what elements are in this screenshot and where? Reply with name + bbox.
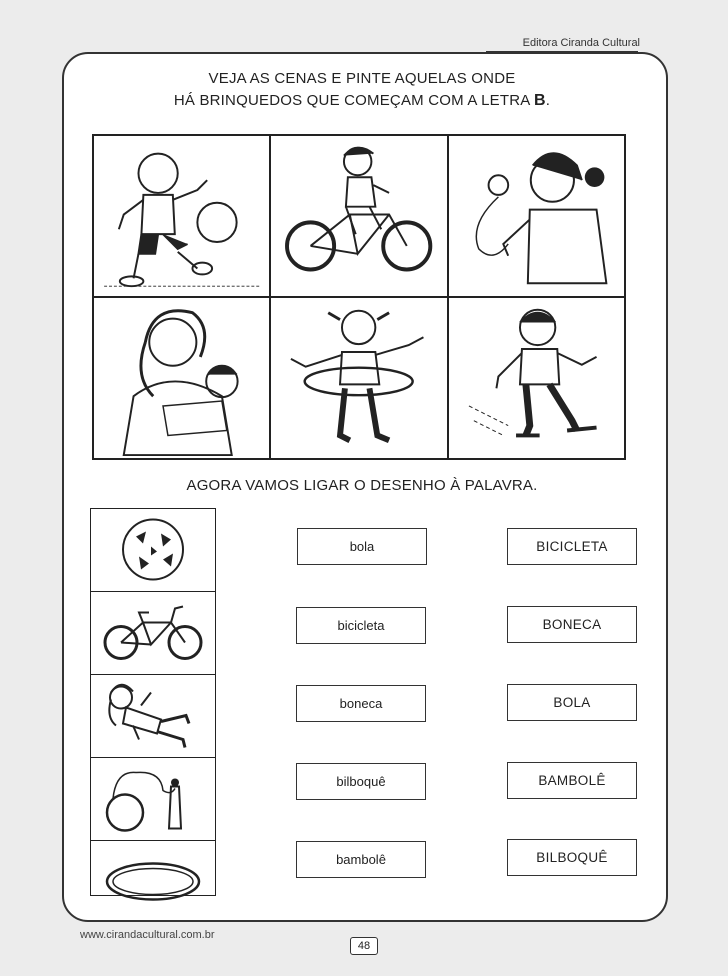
picture-doll[interactable]	[91, 675, 215, 758]
word-box-bilboque[interactable]: bilboquê	[296, 763, 426, 800]
picture-bilboquet[interactable]	[91, 758, 215, 841]
bicycle-illustration	[271, 136, 446, 296]
picture-column	[90, 508, 216, 896]
picture-ball[interactable]	[91, 509, 215, 592]
scene-girl-with-doll[interactable]	[93, 297, 270, 459]
word-box-BONECA[interactable]: BONECA	[507, 606, 637, 643]
word-box-BOLA[interactable]: BOLA	[507, 684, 637, 721]
page-number: 48	[350, 937, 378, 955]
picture-hoop[interactable]	[91, 841, 215, 923]
scene-girl-with-bilboquet[interactable]	[448, 135, 625, 297]
word-box-bicicleta[interactable]: bicicleta	[296, 607, 426, 644]
instruction-line-3: AGORA VAMOS LIGAR O DESENHO À PALAVRA.	[186, 477, 538, 494]
word-box-BAMBOLE[interactable]: BAMBOLÊ	[507, 762, 637, 799]
scene-boy-on-bicycle[interactable]	[270, 135, 447, 297]
hula-hoop-illustration	[271, 298, 446, 458]
ball-icon	[91, 509, 215, 591]
word-box-BILBOQUE[interactable]: BILBOQUÊ	[507, 839, 637, 876]
skates-illustration	[449, 298, 624, 458]
word-box-bola[interactable]: bola	[297, 528, 427, 565]
word-box-boneca[interactable]: boneca	[296, 685, 426, 722]
doll-icon	[91, 675, 215, 757]
picture-bicycle[interactable]	[91, 592, 215, 675]
hula-hoop-icon	[91, 841, 215, 923]
instruction-text: HÁ BRINQUEDOS QUE COMEÇAM COM A LETRA	[173, 92, 535, 109]
instruction-letter: B	[534, 92, 546, 109]
scene-grid	[92, 134, 626, 460]
boy-ball-illustration	[94, 136, 269, 296]
word-box-BICICLETA[interactable]: BICICLETA	[507, 528, 637, 565]
bicycle-icon	[91, 592, 215, 674]
instruction-period: .	[545, 92, 551, 109]
doll-scene-illustration	[94, 298, 269, 458]
header-rule	[486, 51, 638, 52]
scene-boy-kicking-ball[interactable]	[93, 135, 270, 297]
scene-boy-roller-skating[interactable]	[448, 297, 625, 459]
bilboquet-scene-illustration	[449, 136, 624, 296]
footer-url: www.cirandacultural.com.br	[80, 929, 215, 941]
bilboquet-icon	[91, 758, 215, 840]
publisher-name: Editora Ciranda Cultural	[522, 37, 640, 49]
instruction-line-1: VEJA AS CENAS E PINTE AQUELAS ONDE	[208, 70, 516, 87]
instruction-line-2	[92, 92, 632, 110]
word-box-bambole[interactable]: bambolê	[296, 841, 426, 878]
scene-girl-with-hoop[interactable]	[270, 297, 447, 459]
